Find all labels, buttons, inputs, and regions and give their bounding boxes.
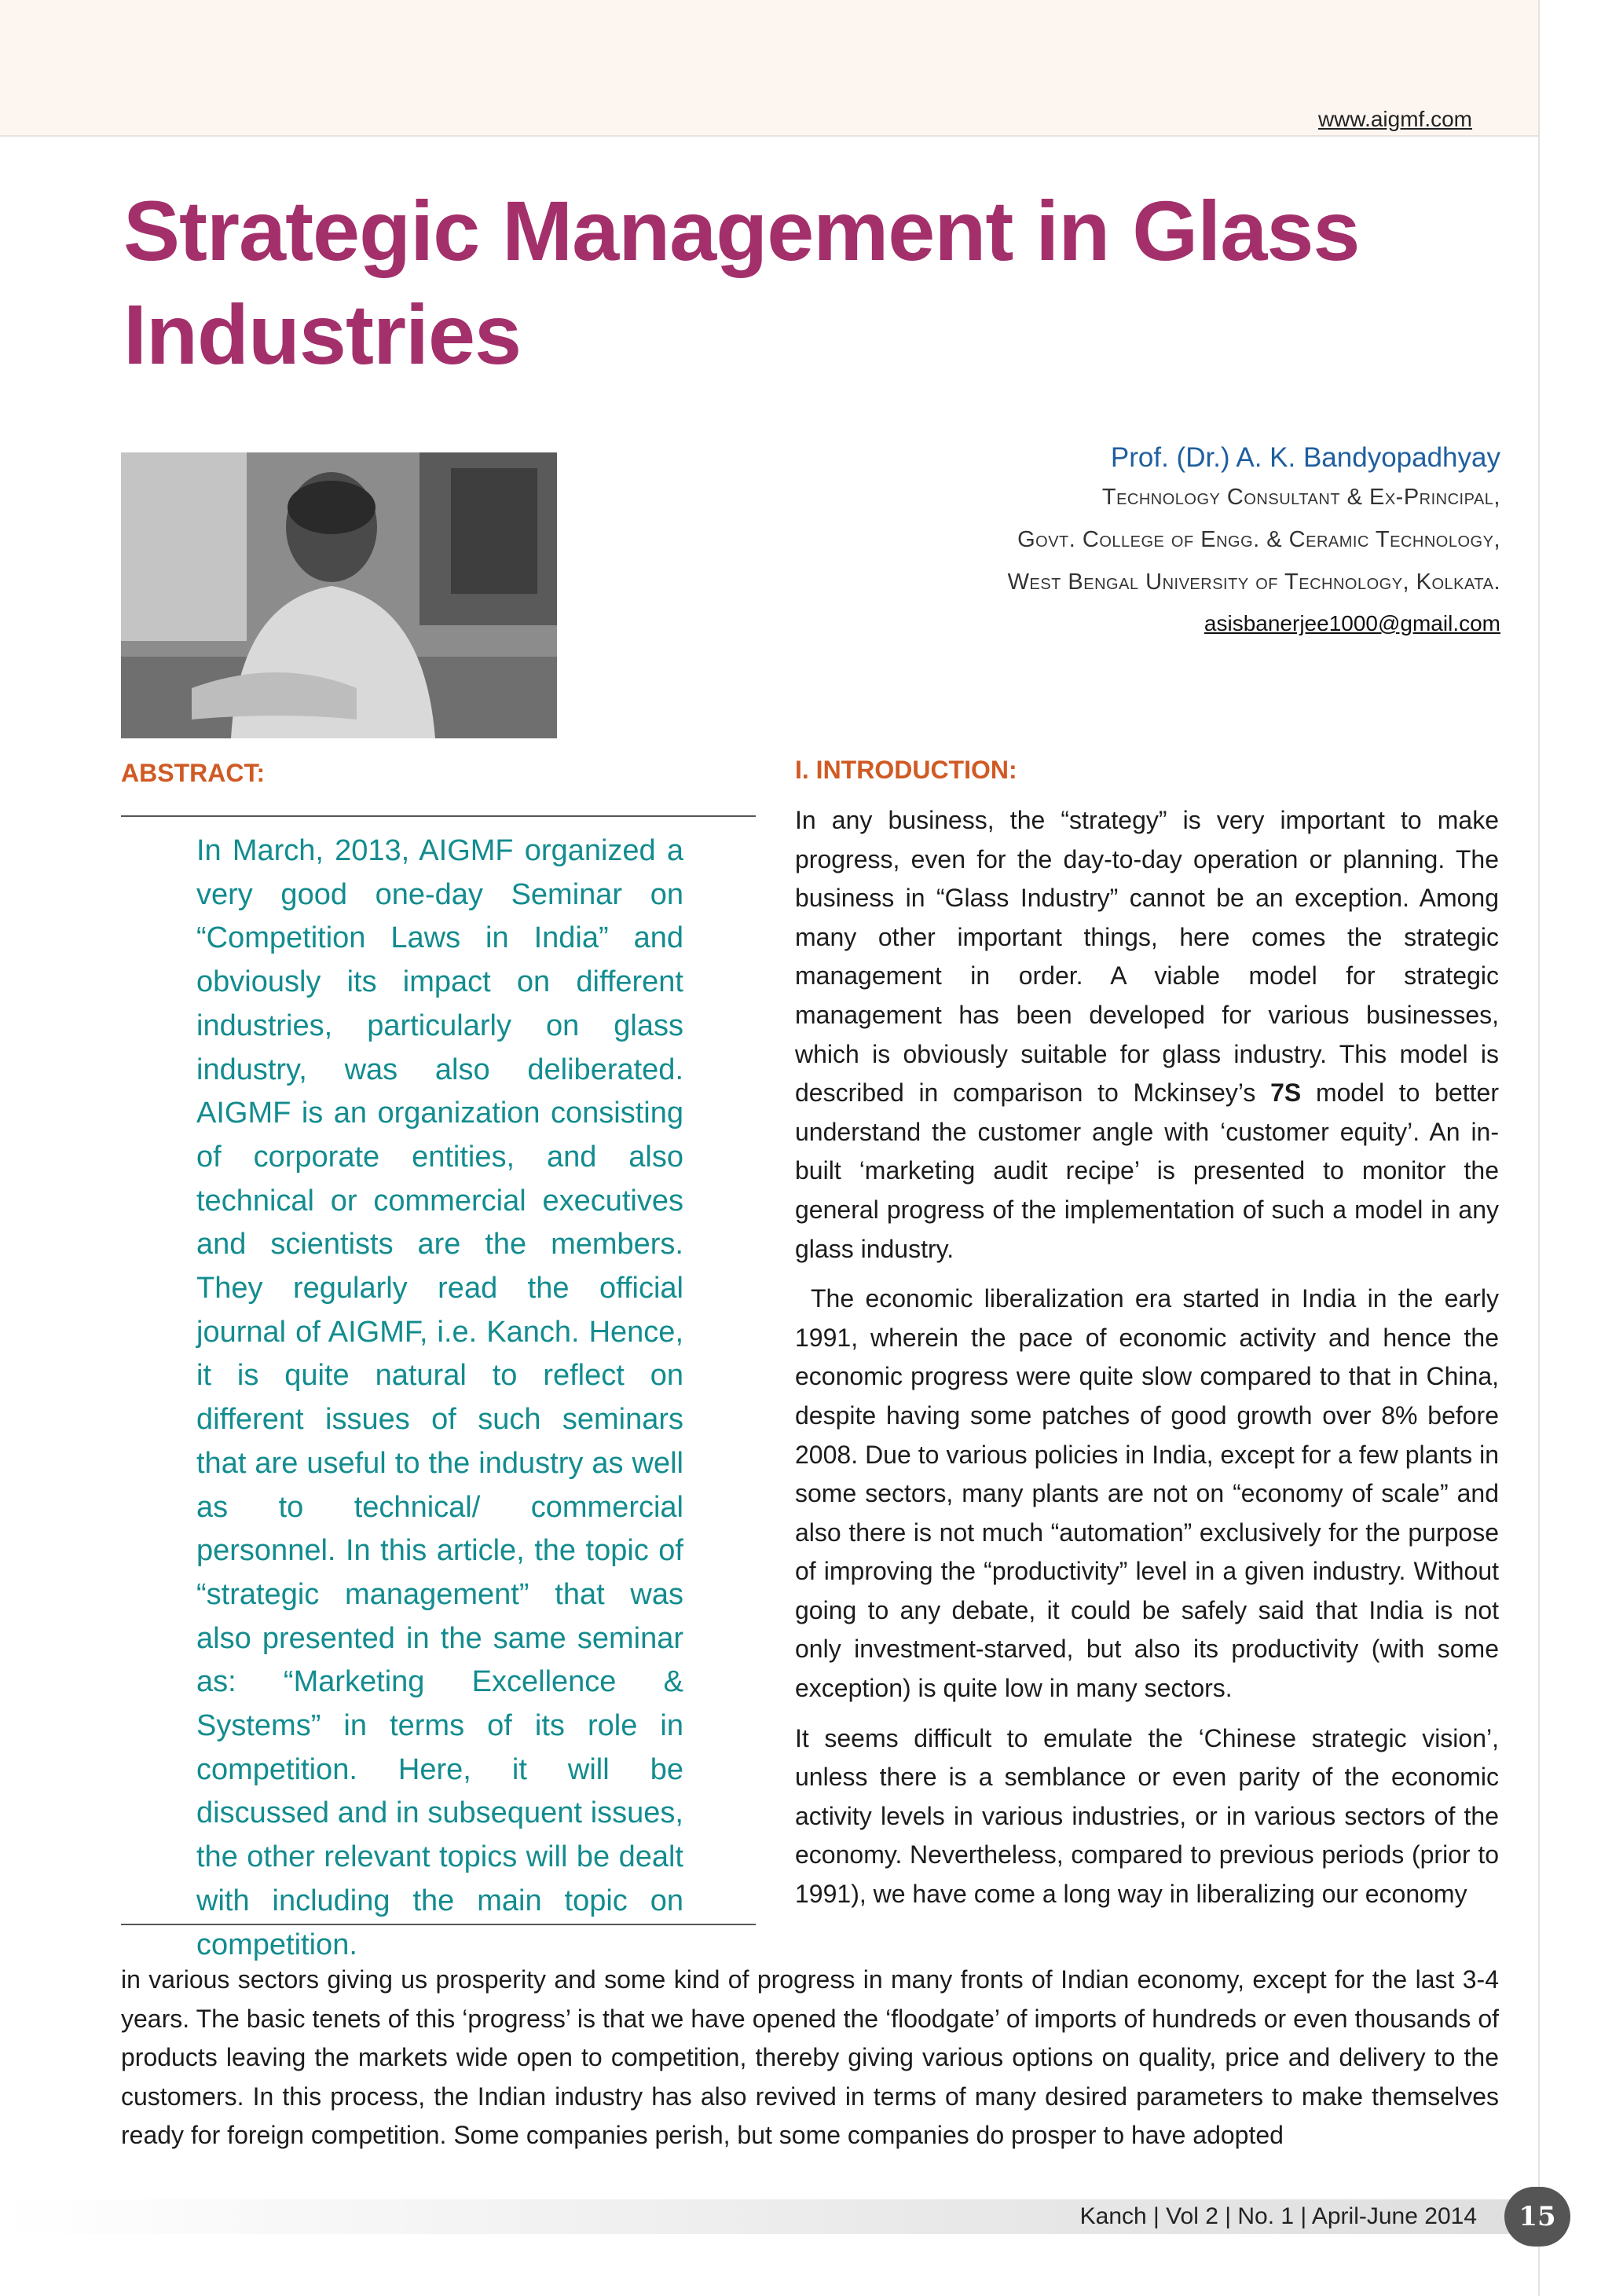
page-number-badge: 15 bbox=[1504, 2187, 1570, 2247]
introduction-heading: I. INTRODUCTION: bbox=[795, 756, 1017, 784]
author-photo bbox=[121, 452, 557, 738]
page-edge-rule bbox=[1538, 0, 1540, 2296]
site-url-link[interactable]: www.aigmf.com bbox=[1317, 107, 1472, 131]
author-affiliation: West Bengal University of Technology, Kolkata. bbox=[1007, 569, 1500, 595]
article-title: Strategic Management in Glass Industries bbox=[123, 183, 1360, 382]
author-affiliation: Govt. College of Engg. & Ceramic Technology, bbox=[1017, 527, 1500, 552]
bold-term: 7S bbox=[1270, 1078, 1302, 1108]
author-name: Prof. (Dr.) A. K. Bandyopadhyay bbox=[1110, 442, 1500, 473]
divider bbox=[121, 1924, 756, 1925]
paragraph-text: In any business, the “strategy” is very important to make progress, even for the day-to-day operation or planning. The business in “Glass Industry” cannot be an exception. Among many other important things, here comes the strategic management in order. A viable model for strategic management has been developed for various businesses, which is obviously suitable for glass industry. This model is described in comparison to Mckinsey’s bbox=[795, 806, 1499, 1108]
abstract-text: In March, 2013, AIGMF organized a very good one-day Seminar on “Competition Laws in India” and obviously its impact on different industries, particularly on glass industry, was also deliberated. AIGMF is an organization consisting of corporate entities, and also technical or commercial executives and scientists are the members. They regularly read the official journal of AIGMF, i.e. Kanch. Hence, it is quite natural to reflect on different issues of such seminars that are useful to the industry as well as to technical/ commercial personnel. In this article, the topic of “strategic management” that was also presented in the same seminar as: “Marketing Excellence & Systems” in terms of its role in competition. Here, it will be discussed and in subsequent issues, the other relevant topics will be dealt with including the main topic on competition. bbox=[196, 834, 683, 1961]
paragraph: The economic liberalization era started in India in the early 1991, wherein the pace of economic activity and hence the economic progress were quite slow compared to that in China, despite having some patches of good growth over 8% before 2008. Due to various policies in India, except for a few plants in some sectors, many plants are not on “economy of scale” and also there is not much “automation” exclusively for the purpose of improving the “productivity” level in a given industry. Without going to any debate, it could be safely said that India is not only investment-starved, but also its productivity (with some exception) is quite low in many sectors. bbox=[795, 1284, 1499, 1703]
author-email-link[interactable]: asisbanerjee1000@gmail.com bbox=[1204, 611, 1500, 635]
paragraph-continued: in various sectors giving us prosperity and some kind of progress in many fronts of Indian economy, except for the last 3-4 years. The basic tenets of this ‘progress’ is that we have opened the ‘floodgate’ of imports of hundreds or even thousands of products leaving the markets wide open to competition, thereby giving various options on quality, price and delivery to the customers. In this process, the Indian industry has also revived in terms of many desired parameters to make themselves ready for foreign competition. Some companies perish, but some companies do prosper to have adopted bbox=[121, 1965, 1499, 2150]
journal-info: Kanch | Vol 2 | No. 1 | April-June 2014 bbox=[1079, 2203, 1477, 2229]
abstract-heading: ABSTRACT: bbox=[121, 759, 266, 787]
divider bbox=[121, 815, 756, 817]
introduction-column bbox=[795, 801, 1499, 1925]
paragraph bbox=[795, 801, 1499, 1269]
author-block bbox=[793, 440, 1500, 644]
author-affiliation: Technology Consultant & Ex-Principal, bbox=[1101, 485, 1500, 510]
paragraph-text: model to better understand the customer angle with ‘customer equity’. An in-built ‘marketing audit recipe’ is presented to monitor the general progress of the implementation of such a model in any glass industry. bbox=[795, 1078, 1500, 1263]
paragraph: It seems difficult to emulate the ‘Chinese strategic vision’, unless there is a semblance or even parity of the economic activity levels in various industries, or in various sectors of the economy. Nevertheless, compared to previous periods (prior to 1991), we have come a long way in liberalizing our economy bbox=[795, 1723, 1499, 1909]
